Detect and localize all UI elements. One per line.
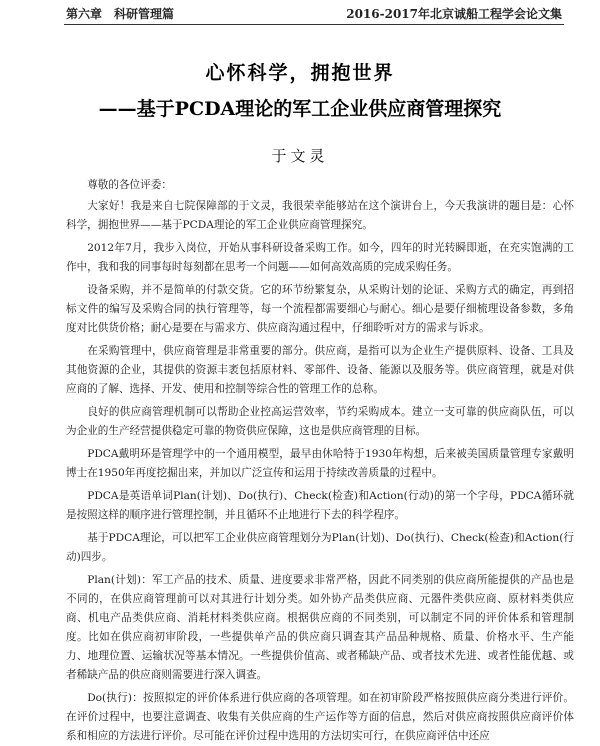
article-title: 心怀科学，拥抱世界 bbox=[205, 62, 395, 84]
paragraph: 基于PDCA理论，可以把军工企业供应商管理划分为Plan(计划)、Do(执行)、Check(检查)和Action(行动)四步。 bbox=[66, 532, 574, 563]
header-divider bbox=[64, 24, 564, 25]
paragraph: Do(执行)：按照拟定的评价体系进行供应商的各项管理。如在初审阶段严格按照供应商分类进行评价。在评价过程中，也要注意调查、收集有关供应商的生产运作等方面的信息，然后对供应商按照供应商评价体系和相应的方法进行评价。尽可能在评价过程中选用的方法切实可行，在供应商评估中还应 bbox=[66, 692, 574, 742]
article-subtitle: ——基于PCDA理论的军工企业供应商管理探究 bbox=[98, 98, 502, 120]
paragraph: 在采购管理中，供应商管理是非常重要的部分。供应商，是指可以为企业生产提供原料、设备、工具及其他资源的企业，其提供的资源丰袤包括原材料、零部件、设备、能源以及服务等。供应商管理，就是对供应商的了解、选择、开发、使用和控制等综合性的管理工作的总称。 bbox=[66, 345, 574, 395]
paragraph: 良好的供应商管理机制可以帮助企业控高运营效率，节约采购成本。建立一支可靠的供应商队伍，可以为企业的生产经营提供稳定可靠的物资供应保障，这也是供应商管理的目标。 bbox=[66, 406, 574, 437]
paragraph: 设备采购，并不是简单的付款交货。它的环节纷繁复杂，从采购计划的论证、采购方式的确定，再到招标文件的编写及采购合同的执行管理等，每一个流程都需要细心与耐心。细心是要仔细梳理设备参数，多角度对比供货价格；耐心是要在与需求方、供应商沟通过程中，仔细聆听对方的需求与诉求。 bbox=[66, 284, 574, 334]
paragraph-greeting: 尊敬的各位评委： bbox=[87, 179, 172, 191]
header-chapter-number: 第六章 bbox=[66, 6, 103, 21]
header-journal-title: 2016-2017年北京诚船工程学会论文集 bbox=[346, 6, 562, 21]
paragraph: 大家好！我是来自七院保障部的于文灵，我很荣幸能够站在这个演讲台上，今天我演讲的题目是：心怀科学，拥抱世界——基于PCDA理论的军工企业供应商管理探究。 bbox=[66, 200, 574, 231]
paragraph: PDCA戴明环是管理学中的一个通用模型，最早由休哈特于1930年构想，后来被美国质量管理专家戴明博士在1950年再度挖掘出来，并加以广泛宣传和运用于持续改善质量的过程中。 bbox=[66, 448, 574, 479]
paragraph: PDCA是英语单词Plan(计划)、Do(执行)、Check(检查)和Action(行动)的第一个字母，PDCA循环就是按照这样的顺序进行管理控制，并且循环不止地进行下去的科学程序。 bbox=[66, 490, 574, 521]
paragraph: Plan(计划)：军工产品的技术、质量、进度要求非常严格，因此不同类别的供应商所能提供的产品也是不同的，在供应商管理前可以对其进行计划分类。如外协产品类供应商、元器件类供应商、原材料类供应商、机电产品类供应商、消耗材料类供应商。根据供应商的不同类别，可以制定不同的评价体系和管理制度。比如在供应商初审阶段，一些提供单产品的供应商只调查其产品品种规格、质量、价格水平、生产能力、地理位置、运输状况等基本情况。一些提供价值高、或者稀缺产品、或者技术先进、或者性能优越、或者稀缺产品的供应商则需要进行深入调查。 bbox=[66, 574, 574, 681]
article-body bbox=[66, 176, 574, 746]
paragraph: 2012年7月，我步入岗位，开始从事科研设备采购工作。如今，四年的时光转瞬即逝，在充实饱满的工作中，我和我的同事每时每刻都在思考一个问题——如何高效高质的完成采购任务。 bbox=[66, 242, 574, 273]
header-chapter bbox=[66, 5, 174, 22]
running-header bbox=[66, 5, 562, 21]
author-name: 于文灵 bbox=[271, 147, 329, 165]
header-section-name: 科研管理篇 bbox=[114, 6, 175, 21]
